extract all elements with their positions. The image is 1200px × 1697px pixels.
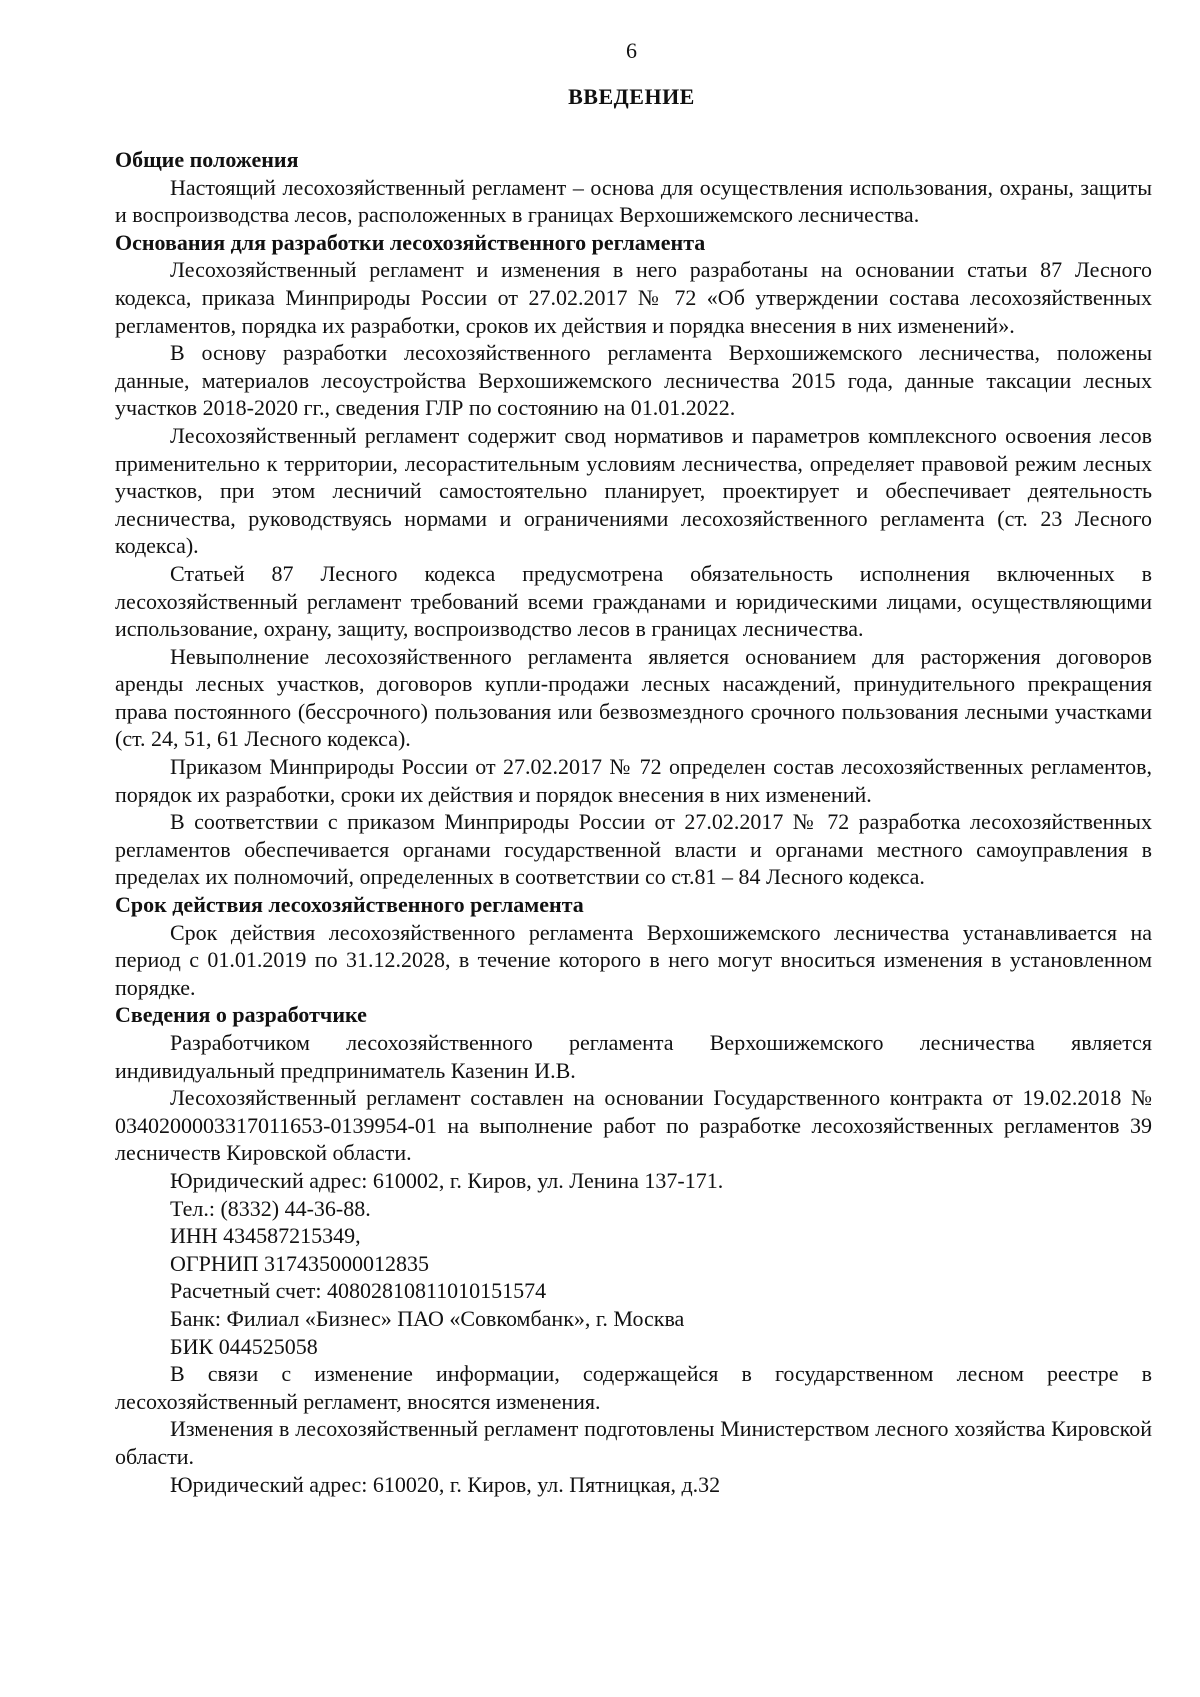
paragraph: Статьей 87 Лесного кодекса предусмотрена обязательность исполнения включенных в лесохозяйственный регламент требований всеми гражданами и юридическими лицами, осуществляющими использование, охрану, защиту, воспроизводство лесов в границах лесничества. (115, 560, 1152, 642)
paragraph: Разработчиком лесохозяйственного регламента Верхошижемского лесничества является индивидуальный предприниматель Казенин И.В. (115, 1030, 1152, 1083)
paragraph: Настоящий лесохозяйственный регламент – основа для осуществления использования, охраны, защиты и воспроизводства лесов, расположенных в границах Верхошижемского лесничества. (115, 174, 1152, 228)
developer-ogrnip: ОГРНИП 317435000012835 (170, 1250, 430, 1276)
paragraph: В соответствии с приказом Минприроды России от 27.02.2017 № 72 разработка лесохозяйственных регламентов обеспечивается органами государственной власти и органами местного самоуправления в пределах их полномочий, определенных в соответствии со ст.81 – 84 Лесного кодекса. (115, 809, 1152, 890)
heading-developer: Сведения о разработчике (115, 1002, 367, 1028)
ministry-address: Юридический адрес: 610020, г. Киров, ул. Пятницкая, д.32 (170, 1471, 721, 1497)
heading-general-provisions: Общие положения (115, 147, 299, 172)
paragraph: В связи с изменение информации, содержащейся в государственном лесном реестре в лесохозяйственный регламент, вносятся изменения. (115, 1361, 1152, 1414)
page-title: ВВЕДЕНИЕ (568, 84, 695, 109)
developer-address: Юридический адрес: 610002, г. Киров, ул. Ленина 137-171. (170, 1167, 724, 1193)
developer-bank: Банк: Филиал «Бизнес» ПАО «Совкомбанк», г. Москва (170, 1305, 685, 1331)
page-number: 6 (626, 38, 637, 63)
developer-bik: БИК 044525058 (170, 1333, 318, 1359)
developer-inn: ИНН 434587215349, (170, 1223, 361, 1249)
paragraph: Срок действия лесохозяйственного регламента Верхошижемского лесничества устанавливается на период с 01.01.2019 по 31.12.2028, в течение которого в него могут вноситься изменения в установленном порядке. (115, 919, 1152, 1000)
developer-account: Расчетный счет: 40802810811010151574 (170, 1278, 547, 1304)
paragraph: Изменения в лесохозяйственный регламент подготовлены Министерством лесного хозяйства Кировской области. (115, 1416, 1152, 1469)
document-body (115, 146, 1152, 1498)
developer-phone: Тел.: (8332) 44-36-88. (170, 1195, 371, 1221)
paragraph: Приказом Минприроды России от 27.02.2017 № 72 определен состав лесохозяйственных регламентов, порядок их разработки, сроки их действия и порядок внесения в них изменений. (115, 754, 1152, 807)
paragraph: Лесохозяйственный регламент составлен на основании Государственного контракта от 19.02.2018 № 0340200003317011653-0139954-01 на выполнение работ по разработке лесохозяйственных регламентов 39 лесничеств Кировской области. (115, 1085, 1152, 1166)
paragraph: Невыполнение лесохозяйственного регламента является основанием для расторжения договоров аренды лесных участков, договоров купли-продажи лесных насаждений, принудительного прекращения права постоянного (бессрочного) пользования или безвозмездного срочного пользования лесными участками (ст. 24, 51, 61 Лесного кодекса). (115, 643, 1152, 752)
paragraph: Лесохозяйственный регламент и изменения в него разработаны на основании статьи 87 Лесного кодекса, приказа Минприроды России от 27.02.2017 № 72 «Об утверждении состава лесохозяйственных регламентов, порядка их разработки, сроков их действия и порядка внесения в них изменений». (115, 257, 1152, 338)
paragraph: Лесохозяйственный регламент содержит свод нормативов и параметров комплексного освоения лесов применительно к территории, лесорастительным условиям лесничества, определяет правовой режим лесных участков, при этом лесничий самостоятельно планирует, проектирует и обеспечивает деятельность лесничества, руководствуясь нормами и ограничениями лесохозяйственного регламента (ст. 23 Лесного кодекса). (115, 422, 1152, 559)
heading-grounds: Основания для разработки лесохозяйственного регламента (115, 229, 706, 255)
paragraph: В основу разработки лесохозяйственного регламента Верхошижемского лесничества, положены данные, материалов лесоустройства Верхошижемского лесничества 2015 года, данные таксации лесных участков 2018-2020 гг., сведения ГЛР по состоянию на 01.01.2022. (115, 340, 1152, 421)
heading-validity-period: Срок действия лесохозяйственного регламента (115, 892, 584, 918)
